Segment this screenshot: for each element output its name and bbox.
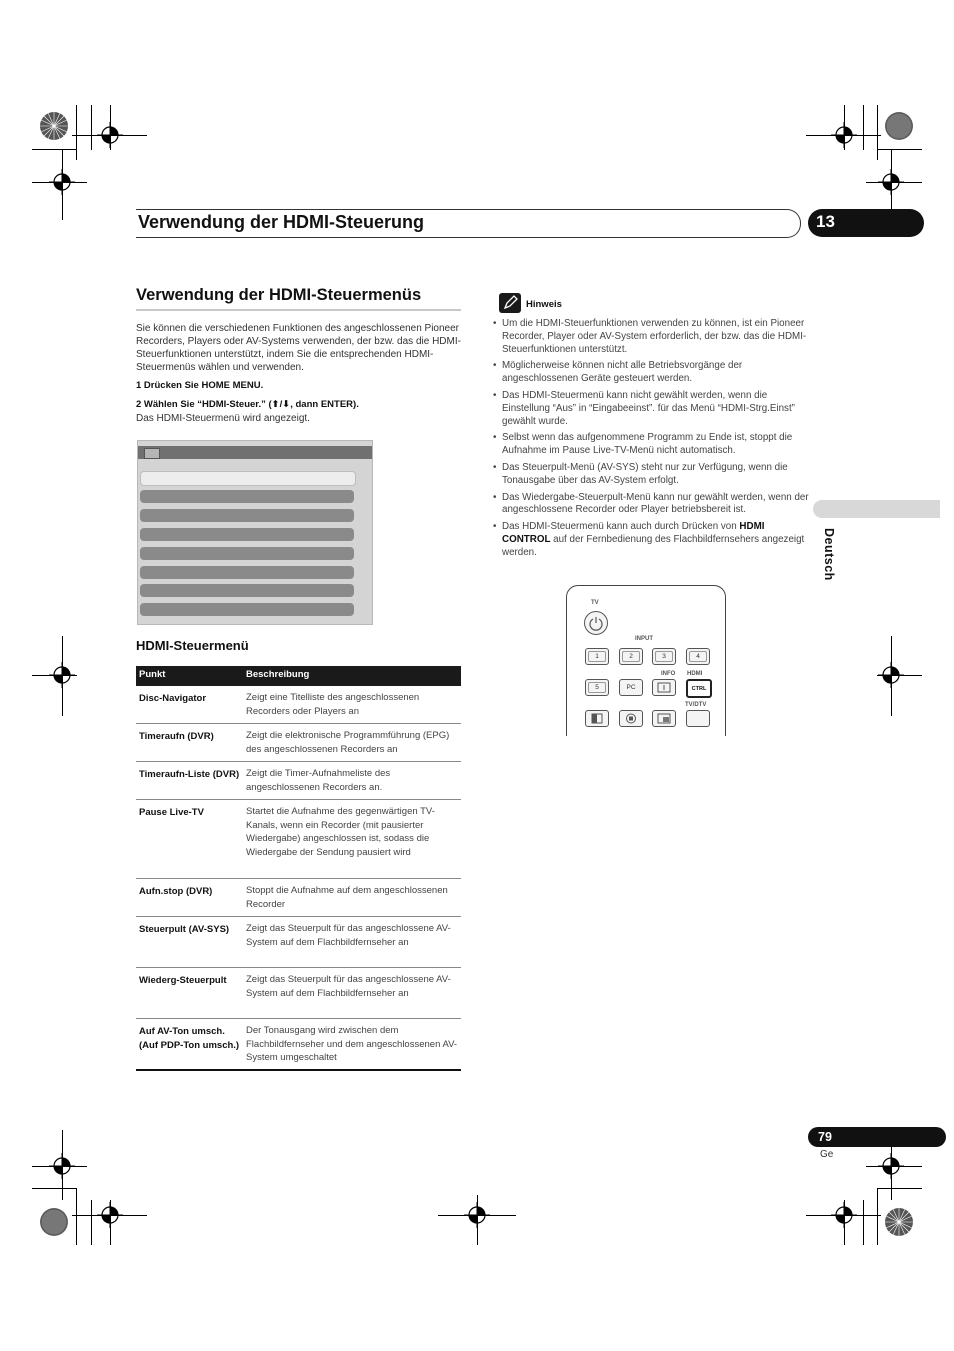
row-item: Auf AV-Ton umsch. (Auf PDP-Ton umsch.) bbox=[139, 1026, 240, 1051]
chapter-title: Verwendung der HDMI-Steuerung bbox=[138, 212, 425, 232]
info-button bbox=[652, 679, 676, 696]
registration-mark-icon bbox=[831, 1202, 857, 1228]
note-item: • Das HDMI-Steuermenü kann nicht gewählt werden, wenn die Einstellung “Aus” in “Eingabeeinst”. für das Menü “HDMI-Strg.Einst” gewählt wurde. bbox=[493, 390, 811, 428]
language-label: Deutsch bbox=[822, 528, 836, 581]
registration-mark-icon bbox=[878, 662, 904, 688]
registration-mark-icon bbox=[49, 1153, 75, 1179]
menu-folder-icon bbox=[144, 448, 160, 459]
table-row bbox=[136, 724, 461, 762]
note-item: • Das Wiedergabe-Steuerpult-Menü kann nur gewählt werden, wenn der angeschlossene Recorder oder Player betriebsbereit ist. bbox=[493, 492, 811, 518]
table-header bbox=[136, 666, 461, 686]
row-item: Pause Live-TV bbox=[139, 807, 204, 818]
row-description: Stoppt die Aufnahme auf dem angeschlossenen Recorder bbox=[246, 885, 448, 910]
menu-title-bar bbox=[138, 446, 372, 459]
menu-item bbox=[140, 528, 354, 541]
notes-list bbox=[493, 318, 811, 564]
registration-mark-icon bbox=[49, 169, 75, 195]
starburst-icon bbox=[39, 111, 69, 141]
language-tab bbox=[813, 500, 940, 518]
info-icon bbox=[653, 680, 675, 695]
input-label: INPUT bbox=[635, 636, 653, 642]
hdmi-label: HDMI bbox=[687, 671, 703, 677]
row-item: Timeraufn-Liste (DVR) bbox=[139, 769, 240, 780]
gray-patch-icon bbox=[39, 1207, 69, 1237]
info-label: INFO bbox=[661, 671, 676, 677]
registration-mark-icon bbox=[831, 122, 857, 148]
note-item: • Das Steuerpult-Menü (AV-SYS) steht nur zur Verfügung, wenn die Tonausgabe über das AV-System erfolgt. bbox=[493, 462, 811, 488]
row-description: Zeigt das Steuerpult für das angeschlossene AV-System auf dem Flachbildfernseher an bbox=[246, 923, 451, 948]
remote-button-4: 4 bbox=[686, 648, 710, 665]
split-screen-icon bbox=[586, 711, 608, 726]
row-description: Zeigt eine Titelliste des angeschlossenen Recorders oder Players an bbox=[246, 692, 420, 717]
chapter-number-badge bbox=[808, 209, 924, 237]
row-item: Disc-Navigator bbox=[139, 693, 207, 704]
note-item: • Möglicherweise können nicht alle Betriebsvorgänge der angeschlossenen Geräte gesteuert werden. bbox=[493, 360, 811, 386]
menu-item bbox=[140, 509, 354, 522]
table-bottom-rule bbox=[136, 1069, 461, 1071]
remote-button-2: 2 bbox=[619, 648, 643, 665]
note-text: Das HDMI-Steuermenü kann auch durch Drücken von bbox=[502, 521, 740, 533]
menu-item bbox=[140, 603, 354, 616]
remote-button-3: 3 bbox=[652, 648, 676, 665]
hdmi-menu-table bbox=[136, 666, 461, 1071]
row-description: Zeigt die elektronische Programmführung (EPG) des angeschlossenen Recorders an bbox=[246, 730, 450, 755]
step-2: 2 Wählen Sie “HDMI-Steuer.” (⬆/⬇, dann ENTER). bbox=[136, 399, 359, 410]
menu-item bbox=[140, 547, 354, 560]
row-description: Startet die Aufnahme des gegenwärtigen TV-Kanals, wenn ein Recorder (mit pausierter Wiedergabe) angeschlossen ist, sodass die Wiedergabe der Sendung pausiert wird bbox=[246, 806, 435, 858]
table-subheading: HDMI-Steuermenü bbox=[136, 638, 249, 653]
starburst-icon bbox=[884, 1207, 914, 1237]
page-number: 79 bbox=[818, 1130, 832, 1144]
tvdtv-button bbox=[686, 710, 710, 727]
section-divider bbox=[136, 309, 461, 311]
row-item: Aufn.stop (DVR) bbox=[139, 886, 213, 897]
ctrl-label: CTRL bbox=[691, 686, 707, 692]
row-item: Steuerpult (AV-SYS) bbox=[139, 924, 230, 935]
tvdtv-label: TV/DTV bbox=[685, 702, 707, 708]
intro-paragraph: Sie können die verschiedenen Funktionen des angeschlossenen Pioneer Recorders, Players oder AV-Systems verwenden, der bzw. das die HDMI-Steuerfunktionen unterstützt, indem Sie die entsprechenden HDMI-Steuermenüs wählen und verwenden. bbox=[136, 323, 461, 373]
note-item bbox=[493, 521, 811, 559]
registration-mark-icon bbox=[97, 122, 123, 148]
menu-item bbox=[140, 490, 354, 503]
header-description: Beschreibung bbox=[246, 669, 310, 680]
note-bold: HDMI CONTROL bbox=[502, 521, 765, 545]
remote-button-freeze bbox=[619, 710, 643, 727]
pip-icon bbox=[653, 711, 675, 726]
table-row bbox=[136, 762, 461, 800]
power-button bbox=[584, 611, 608, 635]
table-row bbox=[136, 686, 461, 724]
step-1: 1 Drücken Sie HOME MENU. bbox=[136, 380, 264, 391]
remote-control-illustration bbox=[566, 585, 726, 736]
page-language-code: Ge bbox=[820, 1149, 834, 1160]
freeze-icon bbox=[620, 711, 642, 726]
remote-button-mode bbox=[585, 710, 609, 727]
note-item: • Um die HDMI-Steuerfunktionen verwenden zu können, ist ein Pioneer Recorder, Player oder AV-System erforderlich, der bzw. das die HDMI-Steuerfunktionen unterstützt. bbox=[493, 318, 811, 356]
header-item: Punkt bbox=[139, 669, 166, 680]
gray-patch-icon bbox=[884, 111, 914, 141]
hdmi-control-button bbox=[686, 679, 712, 698]
table-row bbox=[136, 800, 461, 879]
menu-item-selected bbox=[140, 471, 356, 486]
menu-item bbox=[140, 566, 354, 579]
note-pencil-icon bbox=[499, 293, 521, 313]
power-icon bbox=[585, 612, 607, 634]
step-2-note: Das HDMI-Steuermenü wird angezeigt. bbox=[136, 413, 310, 424]
hdmi-menu-screenshot bbox=[137, 440, 373, 625]
registration-mark-icon bbox=[878, 169, 904, 195]
registration-mark-icon bbox=[97, 1202, 123, 1228]
row-description: Zeigt das Steuerpult für das angeschlossene AV-System auf dem Flachbildfernseher an bbox=[246, 974, 451, 999]
section-title: Verwendung der HDMI-Steuermenüs bbox=[136, 286, 422, 304]
table-row bbox=[136, 879, 461, 917]
row-description: Der Tonausgang wird zwischen dem Flachbildfernseher und dem angeschlossenen AV-System umgeschaltet bbox=[246, 1025, 458, 1063]
registration-mark-icon bbox=[878, 1153, 904, 1179]
note-title: Hinweis bbox=[526, 299, 562, 310]
remote-button-pip bbox=[652, 710, 676, 727]
registration-mark-icon bbox=[49, 662, 75, 688]
row-item: Timeraufn (DVR) bbox=[139, 731, 214, 742]
note-item: • Selbst wenn das aufgenommene Programm zu Ende ist, stoppt die Aufnahme im Pause Live-TV-Menü nicht automatisch. bbox=[493, 432, 811, 458]
table-row bbox=[136, 917, 461, 968]
row-item: Wiederg-Steuerpult bbox=[139, 975, 227, 986]
chapter-number: 13 bbox=[816, 212, 835, 231]
remote-button-pc: PC bbox=[619, 679, 643, 696]
note-text: auf der Fernbedienung des Flachbildfernsehers angezeigt werden. bbox=[502, 533, 805, 558]
menu-item bbox=[140, 584, 354, 597]
table-row bbox=[136, 1019, 461, 1069]
tv-label: TV bbox=[591, 600, 599, 606]
row-description: Zeigt die Timer-Aufnahmeliste des angeschlossenen Recorders an. bbox=[246, 768, 391, 793]
registration-mark-icon bbox=[464, 1202, 490, 1228]
remote-button-1: 1 bbox=[585, 648, 609, 665]
remote-button-5: 5 bbox=[585, 679, 609, 696]
table-row bbox=[136, 968, 461, 1019]
